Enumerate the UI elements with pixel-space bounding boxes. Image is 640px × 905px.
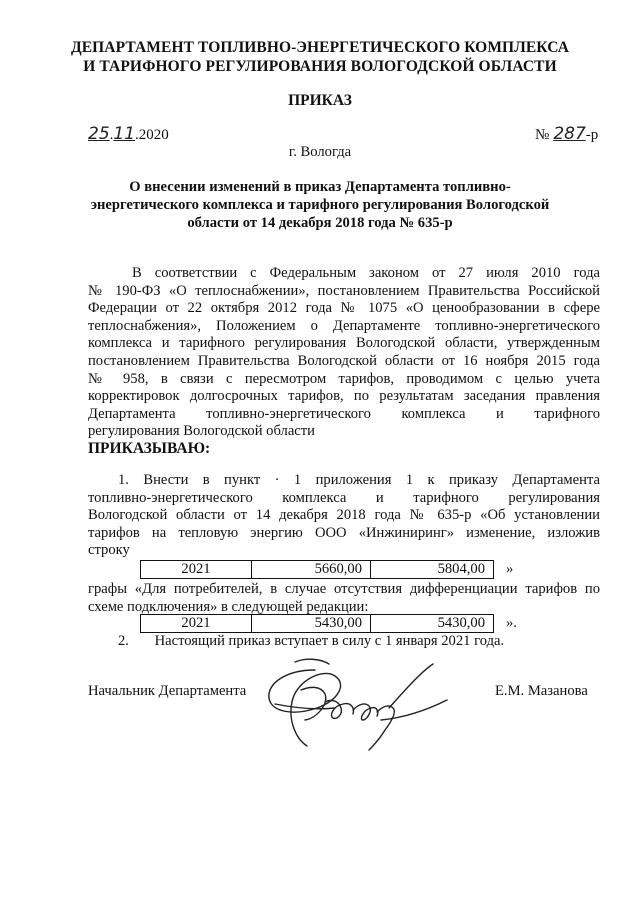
- table-cell-value: 5430,00: [252, 615, 371, 633]
- tariff-table-new: [140, 614, 494, 633]
- preamble: [88, 265, 600, 441]
- subject-line1: О внесении изменений в приказ Департамента топливно-: [129, 179, 511, 195]
- table-cell-value: 5430,00: [371, 615, 494, 633]
- item-2-text: Настоящий приказ вступает в силу с 1 января 2021 года.: [154, 633, 505, 649]
- subject-line3: области от 14 декабря 2018 года № 635-р: [187, 215, 453, 231]
- document-type: ПРИКАЗ: [288, 92, 352, 109]
- item-2-number: 2.: [118, 633, 129, 649]
- item-1-line: 1. Внести в пункт · 1 приложения 1 к приказу Департамента: [118, 472, 600, 488]
- number-suffix: -р: [585, 127, 599, 143]
- city: г. Вологда: [288, 144, 352, 160]
- preamble-line: Федерации от 22 октября 2012 года № 1075 «О ценообразовании в сфере: [88, 300, 600, 317]
- preamble-line: постановлением Правительства Вологодской области от 16 ноября 2015 года: [88, 352, 600, 369]
- table-cell-year: 2021: [141, 561, 252, 579]
- preamble-line: В соответствии с Федеральным законом от 27 июля 2010 года: [132, 265, 600, 281]
- order-keyword: ПРИКАЗЫВАЮ:: [88, 440, 211, 457]
- table-cell-value: 5660,00: [252, 561, 371, 579]
- tariff-row-old: [140, 560, 513, 579]
- table-row: [141, 561, 494, 579]
- preamble-line: корректировок долгосрочных тарифов, по результатам заседания правления: [88, 388, 600, 405]
- handwritten-signature-icon: [255, 650, 460, 760]
- preamble-line: Департамента топливно-энергетического комплекса и тарифного: [88, 405, 600, 422]
- item-1-line: строку: [88, 542, 130, 559]
- table-cell-year: 2021: [141, 615, 252, 633]
- order-date: 25.11.2020: [88, 124, 169, 144]
- item-2: [118, 633, 504, 651]
- order-number: [535, 124, 598, 144]
- handwritten-day: 25: [88, 124, 110, 144]
- columns-text: [88, 581, 600, 616]
- columns-text-line: схеме подключения» в следующей редакции:: [88, 598, 369, 615]
- department-name-line1: ДЕПАРТАМЕНТ ТОПЛИВНО-ЭНЕРГЕТИЧЕСКОГО КОМПЛЕКСА: [70, 39, 570, 56]
- order-year: .2020: [135, 127, 169, 143]
- subject-line2: энергетического комплекса и тарифного регулирования Вологодской: [90, 197, 550, 213]
- handwritten-number: 287: [553, 124, 586, 144]
- closing-quote: ».: [506, 614, 517, 631]
- item-1-line: топливно-энергетического комплекса и тарифного регулирования: [88, 489, 600, 506]
- item-1: [88, 472, 600, 560]
- department-name-line2: И ТАРИФНОГО РЕГУЛИРОВАНИЯ ВОЛОГОДСКОЙ ОБЛАСТИ: [83, 58, 557, 75]
- tariff-row-new: [140, 614, 517, 633]
- preamble-line: комплекса и тарифного регулирования Вологодской области, утвержденным: [88, 335, 600, 352]
- preamble-line: № 190-ФЗ «О теплоснабжении», постановлением Правительства Российской: [88, 282, 600, 299]
- preamble-line: регулирования Вологодской области: [88, 423, 315, 440]
- tariff-table-old: [140, 560, 494, 579]
- item-1-line: Вологодской области от 14 декабря 2018 года № 635-р «Об установлении: [88, 507, 600, 524]
- table-row: [141, 615, 494, 633]
- number-sign: №: [535, 127, 550, 143]
- closing-quote: »: [506, 560, 514, 577]
- table-cell-value: 5804,00: [371, 561, 494, 579]
- handwritten-month: 11: [113, 124, 136, 144]
- preamble-line: теплоснабжения», Положением о Департаменте топливно-энергетического: [88, 317, 600, 334]
- signatory-name: Е.М. Мазанова: [495, 683, 588, 699]
- columns-text-line: графы «Для потребителей, в случае отсутствия дифференциации тарифов по: [88, 581, 600, 597]
- signatory-position: Начальник Департамента: [88, 683, 247, 699]
- preamble-line: № 958, в связи с пересмотром тарифов, проводимом с целью учета: [88, 370, 600, 387]
- item-1-line: тарифов на тепловую энергию ООО «Инжиниринг» изменение, изложив: [88, 524, 600, 541]
